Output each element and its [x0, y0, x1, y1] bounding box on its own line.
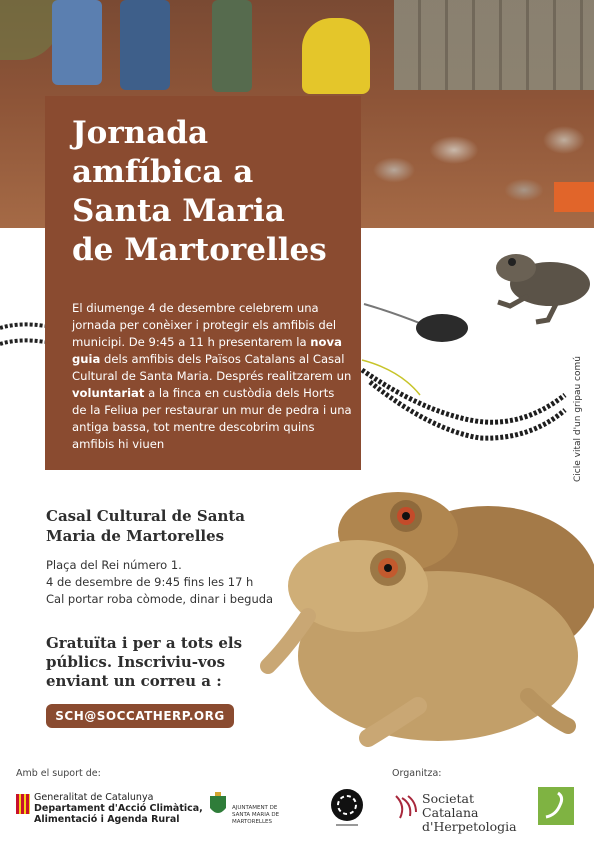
- department-name-line: Alimentació i Agenda Rural: [34, 814, 180, 825]
- small-toad-illustration: [488, 244, 592, 326]
- lizard-icon: [538, 787, 574, 825]
- tadpole-illustration: [362, 292, 472, 352]
- ajuntament-logo: [208, 792, 320, 828]
- poster-title: [72, 114, 352, 270]
- venue-address: Plaça del Rei número 1.: [46, 558, 182, 572]
- volunteer-figure: [212, 0, 252, 92]
- grass-patch: [0, 0, 60, 60]
- event-time: 4 de desembre de 9:45 fins les 17 h: [46, 575, 254, 589]
- toads-illustration: [248, 476, 594, 748]
- volunteer-figure: [52, 0, 102, 85]
- generalitat-logo: [16, 792, 206, 828]
- venue-title: Casal Cultural de Santa Maria de Martorelles: [46, 507, 246, 545]
- intro-text: El diumenge 4 de desembre celebrem una jornada per conèixer i protegir els amfibis del municipi. De 9:45 a 11 h presentarem la nova guia dels amfibis dels Països Catalans al Casal Cultural de Santa Maria. Després realitzarem un voluntariat a la finca en custòdia dels Horts de la Feliua per restaurar un mur de pedra i una antiga bassa, tot mentre descobrim quins amfibis hi viuen: [72, 301, 352, 451]
- cultural-logo-icon: [330, 788, 364, 828]
- title-panel: [45, 96, 361, 470]
- sch-name-line: Societat Catalana: [422, 791, 479, 820]
- highlight-guide: nova guia: [72, 335, 342, 366]
- title-line: Jornada: [72, 115, 209, 151]
- title-line: amfíbica a: [72, 154, 254, 190]
- bring-items: Cal portar roba còmode, dinar i beguda: [46, 592, 274, 606]
- department-name-line: Departament d'Acció Climàtica,: [34, 803, 203, 814]
- sch-name-line: d'Herpetologia: [422, 819, 517, 834]
- ajuntament-line: SANTA MARIA DE MARTORELLES: [232, 812, 280, 825]
- volunteer-figure: [120, 0, 170, 90]
- ajuntament-line: AJUNTAMENT DE: [232, 805, 278, 811]
- partner-green-logo: [538, 787, 574, 825]
- free-registration-text: Gratuïta i per a tots els públics. Inscriviu-vos enviant un correu a :: [46, 634, 243, 690]
- salamander-icon: [392, 792, 420, 822]
- side-caption: Cicle vital d'un gripau comú: [573, 356, 583, 482]
- title-line: Santa Maria: [72, 193, 285, 229]
- stone-wall: [394, 0, 594, 90]
- highlight-volunteering: voluntariat: [72, 386, 145, 400]
- orange-bag: [554, 182, 594, 212]
- generalitat-name: Generalitat de Catalunya: [34, 792, 154, 803]
- email-link[interactable]: SCH@SOCCATHERP.ORG: [46, 704, 234, 728]
- generalitat-emblem-icon: [16, 794, 30, 814]
- support-label: Amb el suport de:: [16, 768, 101, 779]
- title-line: de Martorelles: [72, 232, 327, 268]
- volunteer-figure: [302, 18, 370, 94]
- municipal-shield-icon: [208, 792, 228, 818]
- sch-logo: [392, 791, 532, 834]
- organizer-label: Organitza:: [392, 768, 442, 779]
